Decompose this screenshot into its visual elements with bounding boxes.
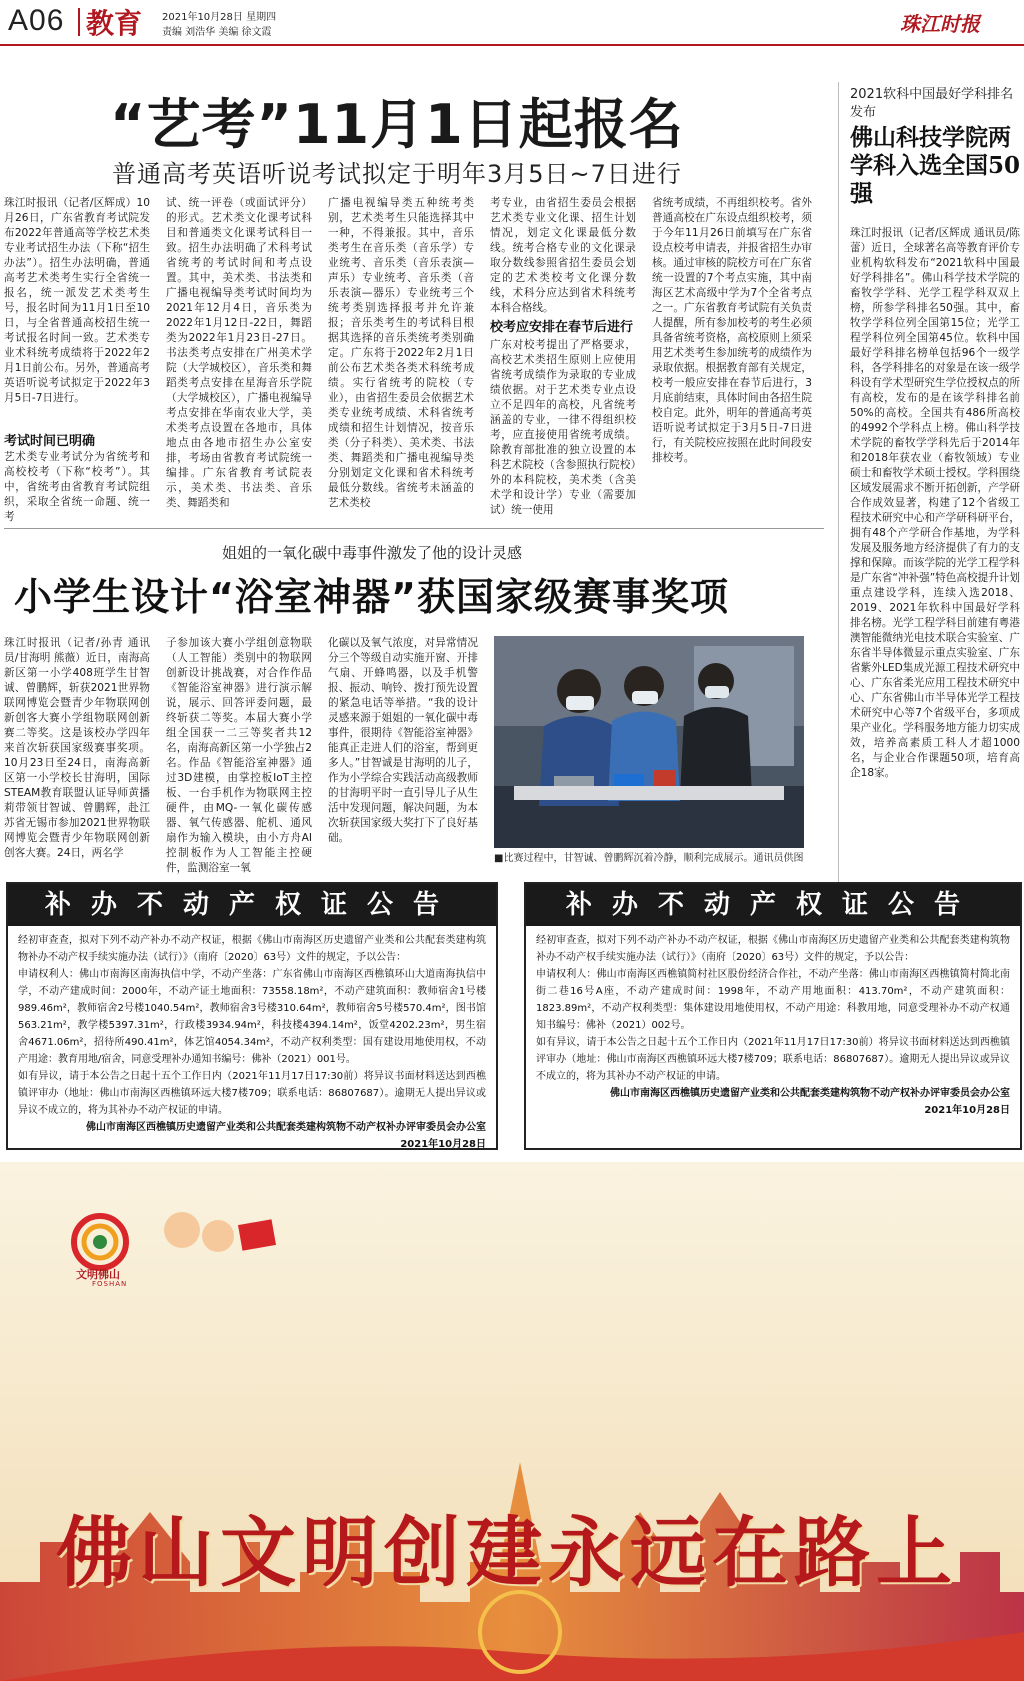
notice-left-objection: 如有异议，请于本公告之日起十五个工作日内（2021年11月17日17:30前）将异议书面材料送达到西樵镇评审办（地址：佛山市南海区西樵镇环远大楼7楼709；联系电话：86807687）。逾期无人提出异议或异议不成立的，将为其补办不动产权证的申请。 (18, 1071, 486, 1116)
notice-right-heading: 补办不动产权证公告 (526, 884, 1020, 926)
page-header (0, 0, 1024, 46)
civilization-banner (0, 1162, 1024, 1681)
sidebar-body: 珠江时报讯（记者/区辉成 通讯员/陈蕾）近日，全球著名高等教育评价专业机构软科发布“2021软科中国最好学科排名”。佛山科学技术学院的畜牧学学科、光学工程学科双双上榜，所参学科排名50强。其中，畜牧学学科位列全国第15位；光学工程学科位列全国第45位。软科中国最好学科排名榜单包括96个一级学科，各学科排名的对象是在该一级学科设有学术型研究生学位授权点的所有高校，发布的是在该学科排名前50%的高校。全国共有486所高校的4992个学科点上榜。佛山科学技术学院的畜牧学学科先后于2014年和2018年获农业（畜牧领域）专业硕士和畜牧学术硕士授权。学科围绕区域发展需求不断开拓创新，产学研合作成效显著，构建了12个省级工程技术研究中心和产学研科研平台，拥有48个产学研合作基地，为学科发展及服务地方经济提供了有力的支撑和保障。而该学院的光学工程学科是广东省“冲补强”特色高校提升计划重点建设学科，连续入选2018、2019、2021年软科中国最好学科排名榜。光学工程学科目前建有粤港澳智能微纳光电技术联合实验室、广东省半导体微显示重点实验室、广东省紫外LED集成光源工程技术研究中心、广东省柔光应用工程技术研究中心、广东省佛山市半导体光学工程技术研究中心等7个省级平台，多项成果产业化。学科服务地方能力切实成效，培养高素质工科人才超1000名，与企业合作课题50项，培育高企18家。 (850, 227, 1020, 779)
notice-right (524, 882, 1022, 1150)
article2-column-2: 子参加该大赛小学组创意物联（人工智能）类别中的物联网创新设计挑战赛，对合作作品《智能浴室神器》进行演示解说，展示、回答评委问题，最终斩获二等奖。本届大赛小学组全国获一二三等奖者共12名，南海高新区第一小学独占2名。作品《智能浴室神器》通过3D建模，由掌控板IoT主控板、一台手机作为物联网主控硬件，由MQ-一氧化碳传感器、氧气传感器、舵机、通风扇作为输入模块，由小方舟AI控制板作为人工智能主控硬件，监测浴室一氧 (166, 637, 312, 874)
article1-column-2: 试、统一评卷（或面试评分）的形式。艺术类文化课考试科目和普通类文化课考试科目一致。招生办法明确了术科考试省统考的考试时间和考点设置。其中，美术类、书法类和广播电视编导类考试时间均为2021年12月4日，音乐类为2022年1月12日-22日，舞蹈类为2022年1月23日-27日。书法类考点安排在广州美术学院（大学城校区），音乐类和舞蹈类考点安排在星海音乐学院（大学城校区），广播电视编导考点安排在华南农业大学，美术类考点设置在各地市，具体地点由各地市招生办公室安排，考场由省教育考试院统一编排。广东省教育考试院表示，美术类、书法类、音乐类、舞蹈类和 (166, 197, 312, 509)
notice-left-body (8, 926, 496, 1159)
article1-column-3: 广播电视编导类五种统考类别，艺术类考生只能选择其中一种，不得兼报。其中，音乐类考生在音乐类（音乐学）专业统考、音乐类（音乐表演—声乐）专业统考、音乐类（音乐表演—器乐）专业统考三个统考类别选择报考并允许兼报；音乐类考生的考试科目根据其选择的音乐类统考类别确定。广东将于2022年2月1日前公布艺术类各类术科统考成绩。实行省统考的院校（专业），由省招生委员会依据艺术类专业统考成绩、术科省统考成绩和招生计划情况，按音乐类（分子科类）、美术类、书法类、舞蹈类和广播电视编导类分别划定文化课和省术科统考最低分数线。省统考未涵盖的艺术类校 (328, 197, 474, 509)
notice-left-intro: 经初审查查，拟对下列不动产补办不动产权证，根据《佛山市南海区历史遗留产业类和公共配套类建构筑物补办不动产权手续实施办法（试行）》（南府〔2020〕63号）文件的规定，予以公告： (18, 935, 486, 963)
competition-photo (494, 636, 804, 848)
notice-left (6, 882, 498, 1150)
article1-column-5: 省统考成绩，不再组织校考。省外普通高校在广东设点组织校考，须于今年11月26日前填写在广东省设点校考申请表，并报省招生办审核。通过审核的院校方可在广东省统一设置的7个考点实施，其中南海区艺术高级中学为7个全省考点之一。广东省教育考试院有关负责人提醒，所有参加校考的考生必须具备省统考资格，高校原则上须采用艺术类考生参加统考的成绩作为录取依据。根据教育部有关规定，校考一般应安排在春节后进行，3月底前结束，具体时间由各招生院校自定。此外，明年的普通高考英语听说考试拟定于3月5日-7日进行，有关院校应按照在此时间段安排校考。 (652, 197, 812, 464)
section-title: 教育 (86, 7, 143, 40)
article1-column-4: 考专业，由省招生委员会根据艺术类专业文化课、招生计划情况，划定文化课最低分数线。统考合格专业的文化课录取分数线参照省招生委员会划定的艺术类校考文化课分数线，术科分应达到省术科统考本科合格线。 (490, 197, 636, 314)
banner-artwork (0, 1162, 1024, 1681)
article1-column-1-more: 艺术类专业考试分为省统考和高校校考（下称“校考”）。其中，省统考由省教育考试院组织，采取全省统一命题、统一考 (4, 451, 150, 523)
notice-right-intro: 经初审查查，拟对下列不动产补办不动产权证，根据《佛山市南海区历史遗留产业类和公共配套类建构筑物补办不动产权手续实施办法（试行）》（南府〔2020〕63号）文件的规定，予以公告： (536, 935, 1010, 963)
article2-headline: 小学生设计“浴室神器”获国家级赛事奖项 (14, 575, 729, 619)
article1-column-1: 珠江时报讯（记者/区辉成）10月26日，广东省教育考试院发布2022年普通高等学校艺术类专业考试招生办法（下称“招生办法”）。招生办法明确，普通高考艺术类考生实行全省统一报名，统一派发艺术类考生号，报名时间为11月1日至10日，与全省普通高校招生统一考试报名时间一致。艺术类专业术科统考成绩将于2022年2月1日前公布。另外，普通高考英语听说考试拟定于2022年3月5日-7日进行。 (4, 197, 150, 404)
sidebar-headline: 佛山科技学院两学科入选全国50强 (850, 124, 1021, 207)
notice-right-details: 申请权利人：佛山市南海区西樵镇简村社区股份经济合作社，不动产坐落：佛山市南海区西樵镇简村简北南街二巷16号A座，不动产建成时间：1998年，不动产用地面积：413.70m²，不动产建筑面积：1823.89m²，不动产权利类型：集体建设用地使用权，不动产用途：科教用地，同意受理补办不动产权通知书编号：佛补（2021）002号。 (536, 969, 1010, 1031)
photo-caption: ■比赛过程中，甘智诚、曾鹏辉沉着冷静，顺利完成展示。通讯员供图 (494, 853, 804, 864)
article1-subheadline: 普通高考英语听说考试拟定于明年3月5日~7日进行 (112, 160, 682, 188)
notice-right-date: 2021年10月28日 (924, 1105, 1010, 1116)
page-number: A06 (8, 4, 65, 37)
notice-right-body (526, 926, 1020, 1125)
notice-left-details: 申请权利人：佛山市南海区南海执信中学，不动产坐落：广东省佛山市南海区西樵镇环山大道南海执信中学，不动产建成时间：2000年，不动产证土地面积：73558.18m²，不动产建筑面积：教师宿舍1号楼989.46m²，教师宿舍2号楼1040.54m²，教师宿舍3号楼310.64m²，教师宿舍5号楼570.4m²，图书馆563.21m²，教学楼5397.31m²，行政楼3934.94m²，科技楼4394.14m²，饭堂4202.23m²，男生宿舍4671.06m²，招待所490.41m²，体艺馆4054.34m²，不动产权利类型：国有建设用地使用权，不动产用途：教育用地/宿舍，同意受理补办通知书编号：佛补（2021）001号。 (18, 969, 486, 1065)
sidebar-rule (838, 82, 839, 882)
editor-credits: 责编 刘浩华 美编 徐文霞 (162, 27, 272, 38)
issue-date: 2021年10月28日 星期四 (162, 12, 277, 23)
article1-subhead-exam-time: 考试时间已明确 (4, 434, 96, 449)
newspaper-masthead: 珠江时报 (900, 12, 980, 36)
banner-slogan: 佛山文明创建永远在路上 (56, 1508, 958, 1597)
article2-column-3: 化碳以及氧气浓度，对异常情况分三个等级自动实施开窗、开排气扇、开蜂鸣器，以及手机警报、振动、响铃、拨打预先设置的紧急电话等举措。“我的设计灵感来源于姐姐的一氧化碳中毒事件，很期待《智能浴室神器》能真正走进人们的浴室，帮到更多人。”甘智诚是甘海明的儿子，作为小学综合实践活动高级教师的甘海明平时一直引导儿子从生活中发现问题，解决问题，为本次斩获国家级大奖打下了良好基础。 (328, 637, 478, 844)
article2-kicker: 姐姐的一氧化碳中毒事件激发了他的设计灵感 (222, 544, 523, 562)
notice-left-date: 2021年10月28日 (400, 1139, 486, 1150)
wenming-foshan-logo-text: 文明佛山 (76, 1268, 120, 1281)
sidebar-kicker: 2021软科中国最好学科排名发布 (850, 87, 1014, 120)
article1-column-4-more: 广东对校考提出了严格要求，高校艺术类招生原则上应使用省统考成绩作为录取的专业成绩依据。对于艺术类专业点设立不足四年的高校，凡省统考涵盖的专业，一律不得组织校考，应直接使用省统考成绩。除教育部批准的独立设置的本科艺术院校（含参照执行院校）外的本科院校，美术类（含美术学和设计学）专业（需要加试）统一使用 (490, 339, 636, 516)
notice-right-objection: 如有异议，请于本公告之日起十五个工作日内（2021年11月17日17:30前）将异议书面材料送达到西樵镇评审办（地址：佛山市南海区西樵镇环远大楼7楼709；联系电话：86807687）。逾期无人提出异议或异议不成立的，将为其补办不动产权证的申请。 (536, 1037, 1010, 1082)
notice-left-signer: 佛山市南海区西樵镇历史遗留产业类和公共配套类建构筑物不动产权补办评审委员会办公室 (86, 1122, 486, 1133)
wenming-foshan-logo-sub: FOSHAN (92, 1280, 128, 1288)
notice-right-signer: 佛山市南海区西樵镇历史遗留产业类和公共配套类建构筑物不动产权补办评审委员会办公室 (610, 1088, 1010, 1099)
notice-left-heading: 补办不动产权证公告 (8, 884, 496, 926)
article2-column-1: 珠江时报讯（记者/孙青 通讯员/甘海明 熊薇）近日，南海高新区第一小学408班学生甘智诚、曾鹏辉，斩获2021世界物联网博览会暨青少年物联网创新创客大赛小学组物联网创新赛二等奖。这是该校办学四年来首次斩获国家级赛事奖项。10月23日至24日，南海高新区第一小学校长甘海明，国际STEAM教育联盟认证导师黄播莉带领甘智诚、曾鹏辉，赴江苏省无锡市参加2021世界物联网博览会暨青少年物联网创新创客大赛。24日，两名学 (4, 637, 150, 859)
article-divider (4, 528, 824, 529)
article1-headline: “艺考”11月1日起报名 (110, 93, 684, 156)
article1-subhead-school-exam: 校考应安排在春节后进行 (490, 320, 634, 335)
header-divider (78, 8, 80, 36)
